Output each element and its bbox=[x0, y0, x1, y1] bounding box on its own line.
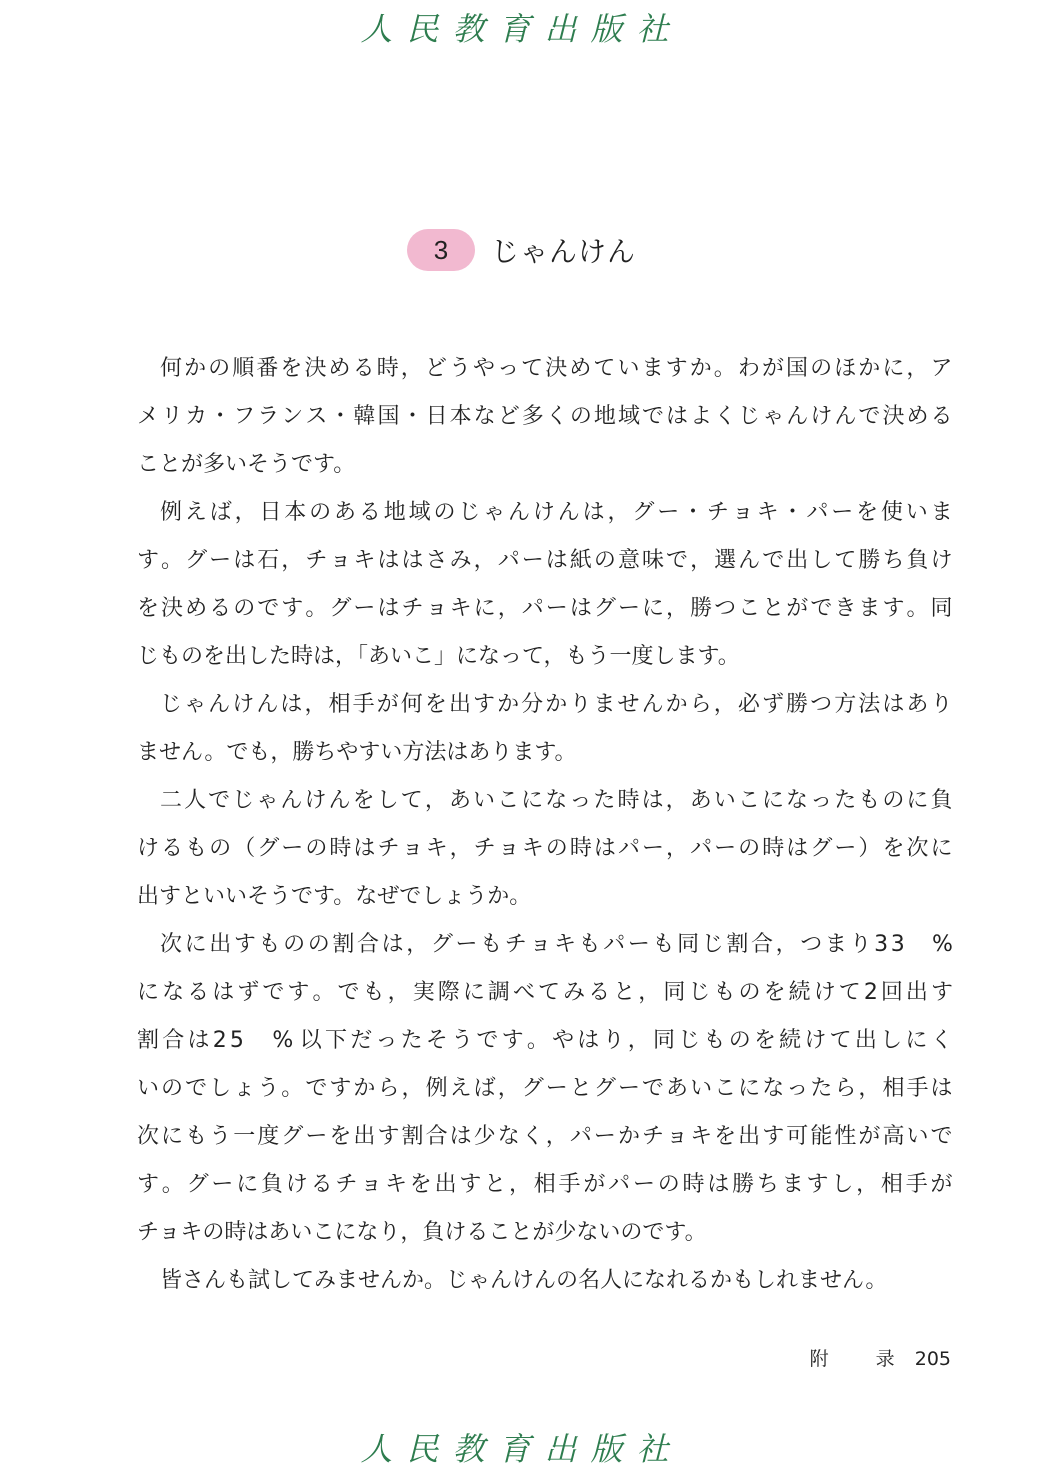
text-line: 何 か の 順 番 を 決 め る 時 ， ど う や っ て 決 め て い ま す か 。 わ が 国 の ほ か に ， ア bbox=[160, 356, 953, 381]
text-line: 割 合 は 2 5 % 以 下 だ っ た そ う で す 。 や は り ， 同 じ も の を 続 け て 出 し に く bbox=[137, 1028, 953, 1053]
text-line: 次 に 出 す も の の 割 合 は ， グ ー も チ ョ キ も パ ー も 同 じ 割 合 ， つ ま り 3 3 % bbox=[160, 932, 953, 957]
section-heading bbox=[0, 226, 1043, 274]
text-line: を 決 め る の で す 。 グ ー は チ ョ キ に ， パ ー は グ ー に ， 勝 つ こ と が で き ま す 。 同 bbox=[137, 596, 953, 621]
text-line: ことが多いそうです。 bbox=[137, 452, 356, 477]
text-line: じ ゃ ん け ん は ， 相 手 が 何 を 出 す か 分 か り ま せ ん か ら ， 必 ず 勝 つ 方 法 は あ り bbox=[160, 692, 953, 717]
text-line: 例 え ば ， 日 本 の あ る 地 域 の じ ゃ ん け ん は ， グ ー ・ チ ョ キ ・ パ ー を 使 い ま bbox=[160, 500, 953, 525]
publisher-logo-bottom: 人民教育出版社 bbox=[360, 1430, 683, 1468]
page-number: 205 bbox=[914, 1348, 951, 1370]
body-text bbox=[137, 345, 953, 1305]
text-line: メ リ カ ・ フ ラ ン ス ・ 韓 国 ・ 日 本 な ど 多 く の 地 域 で は よ く じ ゃ ん け ん で 決 め る bbox=[137, 404, 953, 429]
text-line: 二 人 で じ ゃ ん け ん を し て ， あ い こ に な っ た 時 は ， あ い こ に な っ た も の に 負 bbox=[160, 788, 953, 813]
appendix-label: 附 录 bbox=[809, 1348, 909, 1370]
section-title: じゃんけん bbox=[490, 235, 636, 268]
text-line: じものを出した時は，「あいこ」になって，もう一度します。 bbox=[137, 644, 740, 669]
text-line: す 。 グ ー に 負 け る チ ョ キ を 出 す と ， 相 手 が パ ー の 時 は 勝 ち ま す し ， 相 手 が bbox=[137, 1172, 953, 1197]
text-line: に な る は ず で す 。 で も ， 実 際 に 調 べ て み る と ， 同 じ も の を 続 け て 2 回 出 す bbox=[137, 980, 953, 1005]
text-line: け る も の （ グ ー の 時 は チ ョ キ ， チ ョ キ の 時 は パ ー ， パ ー の 時 は グ ー ） を 次 に bbox=[137, 836, 953, 861]
text-line: す 。 グ ー は 石 ， チ ョ キ は は さ み ， パ ー は 紙 の 意 味 で ， 選 ん で 出 し て 勝 ち 負 け bbox=[137, 548, 953, 573]
publisher-logo-top: 人民教育出版社 bbox=[360, 10, 683, 48]
text-line: 出すといいそうです。なぜでしょうか。 bbox=[137, 884, 532, 909]
section-number: 3 bbox=[407, 229, 475, 271]
text-line: い の で し ょ う 。 で す か ら ， 例 え ば ， グ ー と グ ー で あ い こ に な っ た ら ， 相 手 は bbox=[137, 1076, 953, 1101]
text-line: ません。でも，勝ちやすい方法はあります。 bbox=[137, 740, 577, 765]
text-line: 皆さんも試してみませんか。じゃんけんの名人になれるかもしれません。 bbox=[160, 1268, 888, 1293]
text-line: チョキの時はあいこになり，負けることが少ないのです。 bbox=[137, 1220, 707, 1245]
page-footer bbox=[810, 1344, 951, 1371]
text-line: 次 に も う 一 度 グ ー を 出 す 割 合 は 少 な く ， パ ー か チ ョ キ を 出 す 可 能 性 が 高 い で bbox=[137, 1124, 953, 1149]
